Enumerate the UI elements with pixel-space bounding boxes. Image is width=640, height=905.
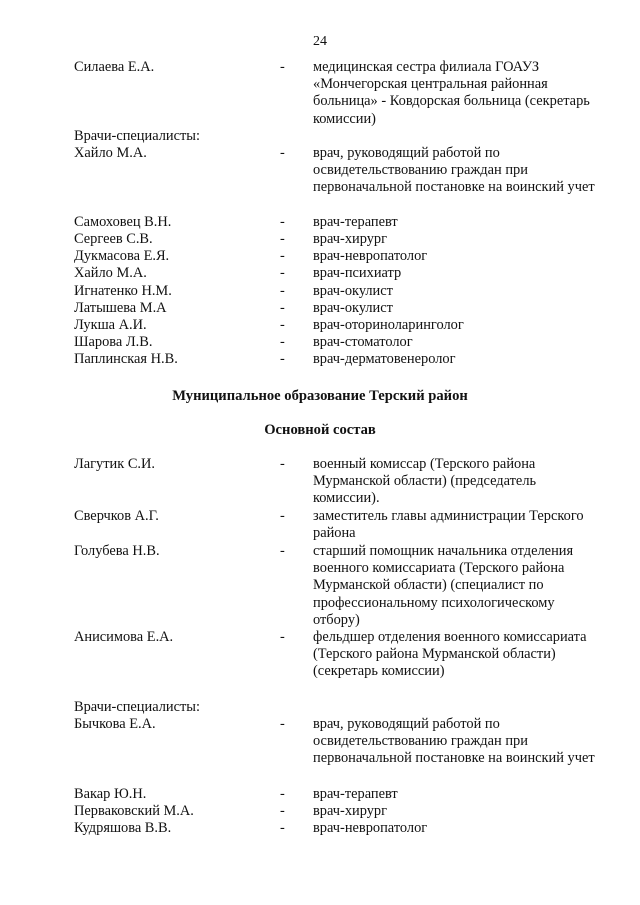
member-role: медицинская сестра филиала ГОАУЗ «Мончегорская центральная районная больница» - Ковдорская больница (секретарь комиссии): [313, 59, 590, 127]
dash: -: [280, 629, 285, 645]
specialists-label: Врачи-специалисты:: [74, 128, 200, 144]
member-role: врач, руководящий работой по освидетельствованию граждан при первоначальной постановке на воинский учет: [313, 145, 595, 196]
doctor-role: врач-терапевт: [313, 786, 398, 802]
dash: -: [280, 265, 285, 281]
doctor-name: Хайло М.А.: [74, 265, 147, 281]
member-name: Сверчков А.Г.: [74, 508, 159, 524]
dash: -: [280, 248, 285, 264]
doctor-role: врач-стоматолог: [313, 334, 413, 350]
member-name: Анисимова Е.А.: [74, 629, 174, 645]
doctor-role: врач-психиатр: [313, 265, 402, 281]
dash: -: [280, 300, 285, 316]
doctor-name: Самоховец В.Н.: [74, 214, 172, 230]
member-role: заместитель главы администрации Терского района: [313, 508, 584, 542]
doctor-name: Лукша А.И.: [74, 317, 147, 333]
dash: -: [280, 786, 285, 802]
doctor-role: врач-хирург: [313, 803, 388, 819]
doctor-role: врач-окулист: [313, 283, 393, 299]
dash: -: [280, 59, 285, 75]
doctor-role: врач-дерматовенеролог: [313, 351, 456, 367]
doctor-role: врач-невропатолог: [313, 248, 428, 264]
doctor-name: Вакар Ю.Н.: [74, 786, 147, 802]
doctor-role: врач-невропатолог: [313, 820, 428, 836]
dash: -: [280, 231, 285, 247]
dash: -: [280, 145, 285, 161]
member-role: врач, руководящий работой по освидетельствованию граждан при первоначальной постановке на воинский учет: [313, 716, 595, 767]
doctor-role: врач-окулист: [313, 300, 393, 316]
member-role: военный комиссар (Терского района Мурманской области) (председатель комиссии).: [313, 456, 537, 507]
subsection-title: Основной состав: [264, 422, 376, 438]
doctor-name: Латышева М.А: [74, 300, 167, 316]
specialists-label: Врачи-специалисты:: [74, 699, 200, 715]
doctor-name: Паплинская Н.В.: [74, 351, 178, 367]
section-title: Муниципальное образование Терский район: [172, 388, 468, 404]
dash: -: [280, 820, 285, 836]
member-role: фельдшер отделения военного комиссариата (Терского района Мурманской области) (секретарь комиссии): [313, 629, 587, 680]
doctor-name: Шарова Л.В.: [74, 334, 153, 350]
member-role: старший помощник начальника отделения военного комиссариата (Терского района Мурманской области) (специалист по профессиональному психологическому отбору): [313, 543, 574, 628]
doctor-name: Кудряшова В.В.: [74, 820, 172, 836]
member-name: Хайло М.А.: [74, 145, 147, 161]
member-name: Лагутик С.И.: [74, 456, 156, 472]
doctor-name: Сергеев С.В.: [74, 231, 153, 247]
doctor-role: врач-оториноларинголог: [313, 317, 464, 333]
doctor-name: Игнатенко Н.М.: [74, 283, 172, 299]
page-number: 24: [313, 34, 327, 49]
dash: -: [280, 803, 285, 819]
dash: -: [280, 214, 285, 230]
member-name: Силаева Е.А.: [74, 59, 155, 75]
dash: -: [280, 456, 285, 472]
dash: -: [280, 716, 285, 732]
doctor-role: врач-терапевт: [313, 214, 398, 230]
dash: -: [280, 283, 285, 299]
member-name: Голубева Н.В.: [74, 543, 160, 559]
dash: -: [280, 351, 285, 367]
member-name: Бычкова Е.А.: [74, 716, 156, 732]
doctor-role: врач-хирург: [313, 231, 388, 247]
dash: -: [280, 334, 285, 350]
doctor-name: Дукмасова Е.Я.: [74, 248, 170, 264]
doctor-name: Перваковский М.А.: [74, 803, 194, 819]
dash: -: [280, 543, 285, 559]
dash: -: [280, 508, 285, 524]
dash: -: [280, 317, 285, 333]
